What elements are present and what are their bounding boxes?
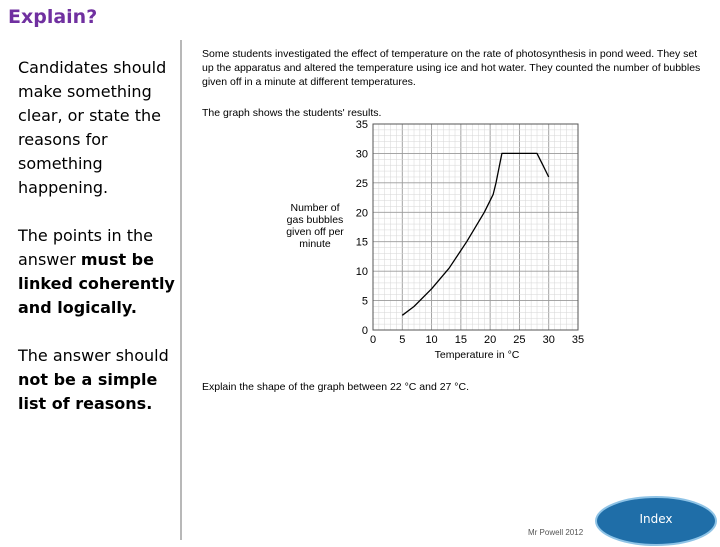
footer-credit: Mr Powell 2012 — [528, 528, 584, 537]
x-tick-label: 15 — [454, 334, 467, 346]
y-tick-label: 0 — [361, 325, 368, 337]
slide-title: Explain? — [8, 6, 98, 28]
y-tick-label: 10 — [355, 266, 368, 279]
y-axis-label: Number of gas bubbles given off per minute — [286, 202, 344, 250]
x-tick-label: 5 — [399, 334, 406, 346]
y-tick-label: 15 — [355, 236, 368, 249]
coherence-note-lead: The points in the answer — [18, 226, 153, 269]
x-tick-label: 10 — [425, 334, 438, 346]
y-tick-label: 25 — [355, 177, 368, 190]
coherence-note-emphasis: must be linked coherently and logically. — [18, 250, 175, 317]
index-button-label[interactable]: Index — [639, 512, 673, 526]
y-tick-label: 5 — [361, 295, 368, 308]
x-tick-label: 20 — [484, 334, 497, 346]
x-tick-label: 30 — [542, 334, 555, 346]
x-axis-label: Temperature in °C — [434, 349, 520, 361]
explain-prompt: Explain the shape of the graph between 22 °C and 27 °C. — [202, 381, 469, 393]
x-tick-label: 0 — [369, 334, 377, 346]
question-intro: Some students investigated the effect of temperature on the rate of photosynthesis in pond weed. They set up the apparatus and altered the temperature using ice and hot water. They counted the number of bubbles given off in a minute at different temperatures. — [202, 48, 701, 88]
series-line — [402, 153, 548, 315]
graph-note: The graph shows the students' results. — [202, 107, 382, 119]
list-warning-lead: The answer should — [18, 346, 169, 365]
y-tick-label: 30 — [355, 148, 368, 161]
y-tick-label: 20 — [355, 207, 368, 220]
x-tick-label: 35 — [571, 334, 585, 346]
y-tick-label: 35 — [355, 119, 368, 131]
explain-definition: Candidates should make something clear, or state the reasons for something happening. — [18, 58, 167, 197]
x-tick-label: 25 — [513, 334, 526, 346]
list-warning-emphasis: not be a simple list of reasons. — [18, 370, 158, 413]
